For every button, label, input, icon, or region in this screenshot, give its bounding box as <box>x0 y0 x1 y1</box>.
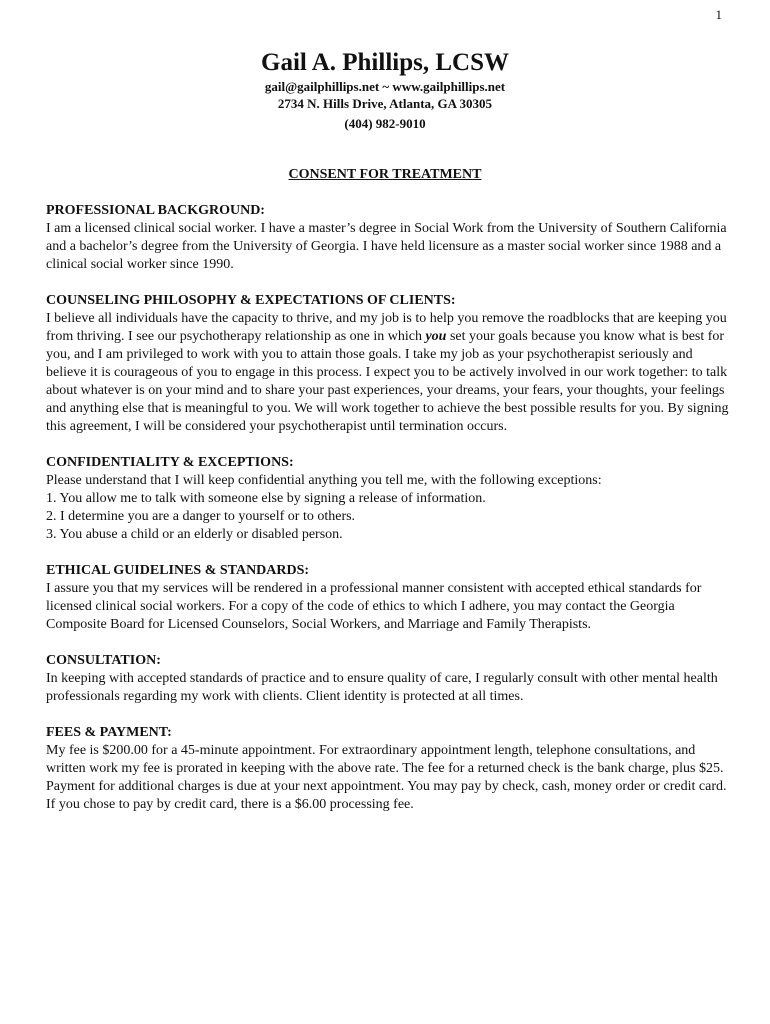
list-item: 2. I determine you are a danger to yourself or to others. <box>46 509 356 524</box>
list-item: 3. You abuse a child or an elderly or disabled person. <box>46 527 343 542</box>
section-heading: CONFIDENTIALITY & EXCEPTIONS: <box>46 455 294 470</box>
address-line: 2734 N. Hills Drive, Atlanta, GA 30305 <box>277 96 493 111</box>
list-item: 1. You allow me to talk with someone else by signing a release of information. <box>46 491 486 506</box>
section-fees-payment <box>46 724 730 814</box>
section-heading: ETHICAL GUIDELINES & STANDARDS: <box>46 563 310 578</box>
section-confidentiality <box>46 454 730 544</box>
text-segment: I believe all individuals have the capacity to thrive, and my job is to help you remove the roadblocks that are keeping you from thriving. I see our psychotherapy relationship as one in which <box>46 311 727 344</box>
section-text: Please understand that I will keep confidential anything you tell me, with the following exceptions: <box>46 473 602 488</box>
section-text: I assure you that my services will be rendered in a professional manner consistent with accepted ethical standards for licensed clinical social workers. For a copy of the code of ethics to which I adhere, you may contact the Georgia Composite Board for Licensed Counselors, Social Workers, and Marriage and Family Therapists. <box>46 581 702 632</box>
text-segment: set your goals because you know what is best for you, and I am privileged to work with you to attain those goals. I take my job as your psychotherapist seriously and believe it is courageous of you to engage in this process. I expect you to be actively involved in our work together: to talk about whatever is on your mind and to share your past experiences, your dreams, your fears, your thoughts, your feelings and anything else that is meaningful to you. We will work together to achieve the best possible results for you. By signing this agreement, I will be considered your psychotherapist until termination occurs. <box>46 329 729 434</box>
section-text <box>46 310 730 436</box>
section-ethical-guidelines <box>46 562 730 634</box>
section-heading: FEES & PAYMENT: <box>46 725 172 740</box>
document-title: CONSENT FOR TREATMENT <box>288 167 482 182</box>
section-counseling-philosophy <box>46 292 730 436</box>
practitioner-name: Gail A. Phillips, LCSW <box>261 49 509 76</box>
section-professional-background <box>46 202 730 274</box>
letterhead <box>0 48 770 132</box>
section-text: I am a licensed clinical social worker. I have a master’s degree in Social Work from the University of Southern California and a bachelor’s degree from the University of Georgia. I have held licensure as a master social worker since 1988 and a clinical social worker since 1990. <box>46 221 727 272</box>
emphasized-word: you <box>425 329 447 344</box>
section-heading: PROFESSIONAL BACKGROUND: <box>46 203 265 218</box>
document-body <box>46 202 730 832</box>
section-consultation <box>46 652 730 706</box>
section-text: My fee is $200.00 for a 45-minute appointment. For extraordinary appointment length, telephone consultations, and written work my fee is prorated in keeping with the above rate. The fee for a returned check is the bank charge, plus $25. Payment for additional charges is due at your next appointment. You may pay by check, cash, money order or credit card. If you chose to pay by credit card, there is a $6.00 processing fee. <box>46 743 727 812</box>
phone-line: (404) 982-9010 <box>344 116 426 131</box>
section-heading: CONSULTATION: <box>46 653 161 668</box>
section-heading: COUNSELING PHILOSOPHY & EXPECTATIONS OF CLIENTS: <box>46 293 456 308</box>
page-number: 1 <box>715 7 722 22</box>
email-website-line: gail@gailphillips.net ~ www.gailphillips.net <box>264 79 506 94</box>
section-text: In keeping with accepted standards of practice and to ensure quality of care, I regularly consult with other mental health professionals regarding my work with clients. Client identity is protected at all times. <box>46 671 718 704</box>
